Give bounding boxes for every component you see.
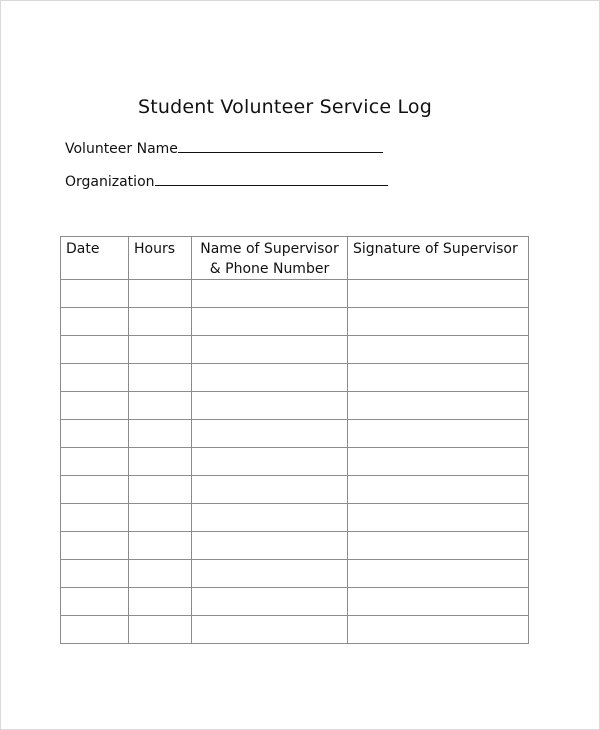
- volunteer-name-field: [65, 140, 383, 157]
- date-cell[interactable]: [61, 476, 129, 504]
- signature-cell[interactable]: [348, 476, 529, 504]
- page-title: Student Volunteer Service Log: [137, 96, 433, 118]
- supervisor-cell[interactable]: [192, 280, 348, 308]
- table-row: [61, 364, 529, 392]
- signature-cell[interactable]: [348, 588, 529, 616]
- date-cell[interactable]: [61, 588, 129, 616]
- date-cell[interactable]: [61, 280, 129, 308]
- hours-cell[interactable]: [129, 588, 192, 616]
- signature-cell[interactable]: [348, 616, 529, 644]
- volunteer-name-label: Volunteer Name: [65, 141, 178, 157]
- signature-cell[interactable]: [348, 392, 529, 420]
- signature-cell[interactable]: [348, 336, 529, 364]
- organization-blank[interactable]: [155, 173, 388, 186]
- volunteer-name-blank[interactable]: [178, 140, 383, 153]
- signature-cell[interactable]: [348, 532, 529, 560]
- date-cell[interactable]: [61, 364, 129, 392]
- supervisor-cell[interactable]: [192, 616, 348, 644]
- table-row: [61, 504, 529, 532]
- hours-cell[interactable]: [129, 560, 192, 588]
- table-row: [61, 588, 529, 616]
- date-cell[interactable]: [61, 616, 129, 644]
- date-cell[interactable]: [61, 308, 129, 336]
- supervisor-cell[interactable]: [192, 560, 348, 588]
- signature-cell[interactable]: [348, 280, 529, 308]
- supervisor-cell[interactable]: [192, 504, 348, 532]
- header-signature: Signature of Supervisor: [348, 237, 529, 280]
- supervisor-cell[interactable]: [192, 364, 348, 392]
- table-row: [61, 476, 529, 504]
- supervisor-cell[interactable]: [192, 588, 348, 616]
- table-header-row: [61, 237, 529, 280]
- table-row: [61, 560, 529, 588]
- hours-cell[interactable]: [129, 280, 192, 308]
- signature-cell[interactable]: [348, 560, 529, 588]
- signature-cell[interactable]: [348, 364, 529, 392]
- supervisor-cell[interactable]: [192, 448, 348, 476]
- hours-cell[interactable]: [129, 420, 192, 448]
- supervisor-cell[interactable]: [192, 308, 348, 336]
- service-log-table: [60, 236, 529, 644]
- hours-cell[interactable]: [129, 392, 192, 420]
- hours-cell[interactable]: [129, 308, 192, 336]
- header-supervisor-line2: & Phone Number: [209, 261, 330, 277]
- date-cell[interactable]: [61, 420, 129, 448]
- table-row: [61, 392, 529, 420]
- table-row: [61, 420, 529, 448]
- hours-cell[interactable]: [129, 448, 192, 476]
- table-row: [61, 280, 529, 308]
- date-cell[interactable]: [61, 336, 129, 364]
- header-supervisor-line1: Name of Supervisor: [200, 241, 339, 257]
- hours-cell[interactable]: [129, 476, 192, 504]
- supervisor-cell[interactable]: [192, 336, 348, 364]
- hours-cell[interactable]: [129, 532, 192, 560]
- table-row: [61, 532, 529, 560]
- organization-label: Organization: [65, 174, 155, 190]
- header-hours: Hours: [129, 237, 192, 280]
- supervisor-cell[interactable]: [192, 532, 348, 560]
- signature-cell[interactable]: [348, 308, 529, 336]
- header-date: Date: [61, 237, 129, 280]
- hours-cell[interactable]: [129, 364, 192, 392]
- hours-cell[interactable]: [129, 504, 192, 532]
- date-cell[interactable]: [61, 532, 129, 560]
- table-row: [61, 616, 529, 644]
- date-cell[interactable]: [61, 448, 129, 476]
- table-row: [61, 448, 529, 476]
- supervisor-cell[interactable]: [192, 392, 348, 420]
- supervisor-cell[interactable]: [192, 476, 348, 504]
- date-cell[interactable]: [61, 392, 129, 420]
- organization-field: [65, 173, 388, 190]
- header-supervisor: [192, 237, 348, 280]
- table-row: [61, 308, 529, 336]
- date-cell[interactable]: [61, 504, 129, 532]
- table-body: [61, 280, 529, 644]
- hours-cell[interactable]: [129, 336, 192, 364]
- table-row: [61, 336, 529, 364]
- signature-cell[interactable]: [348, 504, 529, 532]
- supervisor-cell[interactable]: [192, 420, 348, 448]
- date-cell[interactable]: [61, 560, 129, 588]
- signature-cell[interactable]: [348, 420, 529, 448]
- signature-cell[interactable]: [348, 448, 529, 476]
- hours-cell[interactable]: [129, 616, 192, 644]
